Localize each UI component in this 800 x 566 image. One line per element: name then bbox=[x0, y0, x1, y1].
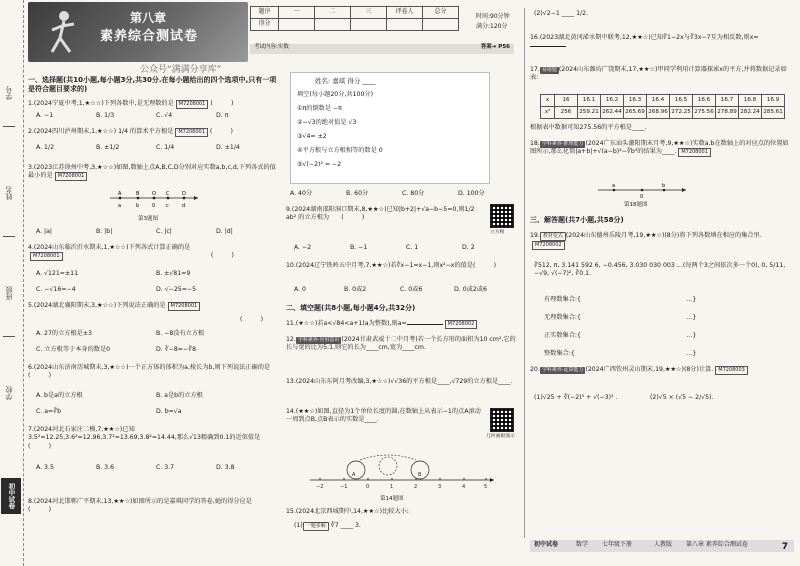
table-cell: 262.44 bbox=[601, 107, 624, 119]
q3-label: A bbox=[118, 191, 122, 197]
score-header: 一 bbox=[279, 7, 315, 19]
sheet-line-3: ③√4= ±2 bbox=[297, 133, 327, 140]
q3-label: b bbox=[136, 203, 140, 209]
q18-label: a bbox=[612, 183, 616, 189]
q17-data-table bbox=[540, 94, 785, 119]
section-1-title: 一、选择题(共10小题,每小题3分,共30分.在每小题给出的四个选项中,只有一项是符合题目要求的) bbox=[28, 76, 277, 94]
q1-option-d[interactable]: D. π bbox=[216, 112, 229, 119]
q17-tag: 易错题 bbox=[541, 67, 557, 73]
table-cell: 16.8 bbox=[739, 95, 762, 107]
table-cell: 275.56 bbox=[693, 107, 716, 119]
q20-tag: 学科素养·运算能力 bbox=[541, 367, 584, 373]
q15-part-1: (1) 一题多解 ∛7 ____ 3. bbox=[294, 522, 361, 529]
sheet-intro: 填空(每小题20分,共100分) bbox=[297, 91, 373, 98]
exam-content: 考试内容:实数 bbox=[254, 44, 289, 50]
q3-option-c[interactable]: C. |c| bbox=[156, 228, 172, 235]
q9-option-b[interactable]: B. −1 bbox=[350, 244, 368, 251]
q17-after: 根据表中数据可知275.56的平方根是____. bbox=[530, 124, 647, 131]
q3-option-b[interactable]: B. |b| bbox=[96, 228, 113, 235]
margin-line bbox=[3, 336, 15, 337]
table-cell: 278.89 bbox=[716, 107, 739, 119]
q15-stem: 15.(2024北京西城期中,14,★★☆)比较大小: bbox=[286, 508, 409, 515]
score-cell[interactable] bbox=[351, 19, 387, 31]
q19-stem: 19. 教材变式 (2024山东德州乐陵月考,19,★★☆)(8分)将下列各数填在相应的集合里.M7208002 bbox=[530, 232, 762, 248]
chapter-banner bbox=[28, 2, 248, 62]
q8-stem: 8.(2024河北邯郸广平期末,13,★★☆)如图所示的是嘉琪同学的答卷,她的得分应是( ) bbox=[28, 498, 252, 514]
q2-option-a[interactable]: A. 1/2 bbox=[36, 144, 55, 151]
q9-option-d[interactable]: D. 2 bbox=[462, 244, 475, 251]
margin-school-label: 学校 bbox=[5, 386, 13, 400]
score-row-label: 得分 bbox=[251, 19, 279, 31]
q6-option-c[interactable]: C. a=∛b bbox=[36, 408, 62, 415]
q2-stem: 2.(2024四川泸州期末,1,★☆☆) 1/4 的算术平方根是 M7208001 ( ) bbox=[28, 128, 239, 135]
footer-chapter: 第八章 素养综合测试卷 bbox=[686, 541, 748, 548]
q6-option-d[interactable]: D. b=√a bbox=[156, 408, 182, 415]
q10-option-b[interactable]: B. 0或2 bbox=[344, 286, 367, 293]
table-cell: 282.24 bbox=[739, 107, 762, 119]
q10-stem: 10.(2024辽宁铁岭五中月考,7,★★☆)若∛x−1=x−1,则x²−x的值是( ) bbox=[286, 262, 503, 269]
footer-grade: 七年级下册 bbox=[602, 541, 633, 548]
student-answer-sheet bbox=[290, 72, 490, 184]
sheet-name: 姓名: 嘉琪 得分 ____ bbox=[315, 77, 376, 85]
q18-figure-caption: 第18题图 bbox=[624, 202, 648, 208]
q3-stem: 3.(2023江苏徐州中考,3,★☆☆)如图,数轴上点A,B,C,D分别对应实数a,b,c,d,下列各式的值最小的是 M7208001 bbox=[28, 164, 276, 180]
q15-tag: 一题多解 bbox=[303, 522, 329, 531]
q18-label: b bbox=[662, 183, 666, 189]
q1-option-b[interactable]: B. 1/3 bbox=[96, 112, 115, 119]
q20-part-1: (1)√25 + ∛(−2)³ + √(−3)² . bbox=[534, 394, 618, 401]
table-cell: 256 bbox=[555, 107, 578, 119]
q14-tick: 3 bbox=[438, 484, 442, 490]
sheet-line-1: ①π的倒数是 −π bbox=[297, 105, 342, 112]
score-cell[interactable] bbox=[387, 19, 423, 31]
q20-stem: 20. 学科素养·运算能力 (2024广西钦州灵山期末,19,★★☆)(8分)计算. M7208003 bbox=[530, 366, 792, 375]
q2-option-d[interactable]: D. ±1/4 bbox=[216, 144, 240, 151]
table-cell: 272.25 bbox=[670, 107, 693, 119]
q1-option-a[interactable]: A. −1 bbox=[36, 112, 54, 119]
q14-tick: 0 bbox=[366, 484, 370, 490]
q8-option-c[interactable]: C. 80分 bbox=[402, 190, 425, 197]
q11-stem: 11.(★☆☆)若a<√84<a+1(a为整数),则a= M7208002 bbox=[286, 320, 479, 329]
q4-option-b[interactable]: B. ±√81=9 bbox=[156, 270, 191, 277]
score-cell[interactable] bbox=[423, 19, 459, 31]
q7-option-b[interactable]: B. 3.6 bbox=[96, 464, 115, 471]
q15-part-2: (2)√2−1 ____ 1/2. bbox=[534, 10, 588, 17]
exam-content-bar bbox=[250, 44, 514, 54]
qr-caption: 立方根 bbox=[490, 230, 505, 235]
qr-code-icon[interactable] bbox=[490, 204, 514, 228]
q7-stem: 7.(2024河北石家庄二模,7,★★☆)已知 3.5²=12.25,3.6²=12.96,3.7²=13.69,3.8²=14.44,那么√13精确到0.1的近似值是( ) bbox=[28, 426, 261, 450]
qr-caption: 几何画板演示 bbox=[486, 434, 515, 439]
margin-class-label: 班级 bbox=[5, 286, 13, 300]
footer-brand: 初中试卷 bbox=[534, 541, 559, 548]
table-cell: 16.4 bbox=[647, 95, 670, 107]
binding-margin bbox=[0, 0, 24, 566]
q19-set-integer[interactable]: 整数集合:{ …} bbox=[544, 350, 697, 357]
table-cell: x bbox=[541, 95, 555, 107]
page-footer bbox=[530, 540, 794, 552]
chapter-number: 第八章 bbox=[130, 11, 167, 25]
q3-label: c bbox=[166, 203, 169, 209]
q18-stem: 18. 学科素养·推理能力 (2024广东汕头潮阳期末月考,9,★★☆)实数a,b在数轴上的对应点的位置如图所示,那么化简|a+b|+√(a−b)²−∛b³的结果为____. M7208001 bbox=[530, 140, 789, 156]
q7-option-c[interactable]: C. 3.7 bbox=[156, 464, 175, 471]
q3-label: D bbox=[182, 191, 186, 197]
score-cell[interactable] bbox=[315, 19, 351, 31]
score-header: 三 bbox=[351, 7, 387, 19]
q19-set-irrational[interactable]: 无理数集合:{ …} bbox=[544, 314, 697, 321]
margin-line bbox=[3, 236, 15, 237]
q14-figure-caption: 第14题图 bbox=[380, 496, 404, 502]
q19-tag: 教材变式 bbox=[540, 232, 566, 241]
q3-label: O bbox=[152, 191, 156, 197]
column-divider bbox=[524, 8, 525, 538]
time-limit: 时间:90分钟 bbox=[476, 13, 510, 20]
q14-tick: −2 bbox=[316, 484, 324, 490]
q9-option-a[interactable]: A. −2 bbox=[294, 244, 312, 251]
score-header: 评卷人 bbox=[387, 7, 423, 19]
qr-code-icon[interactable] bbox=[490, 408, 514, 432]
q1-option-c[interactable]: C. √4 bbox=[156, 112, 173, 119]
test-title: 素养综合测试卷 bbox=[100, 29, 199, 44]
q14-tick: 1 bbox=[390, 484, 394, 490]
brand-logo: 初中试卷 bbox=[1, 478, 21, 514]
q9-option-c[interactable]: C. 1 bbox=[406, 244, 419, 251]
table-cell: 16.6 bbox=[693, 95, 716, 107]
q18-label: 0 bbox=[640, 194, 644, 200]
q6-option-b[interactable]: B. a是b的立方根 bbox=[156, 392, 203, 399]
q20-part-2: (2)√5 × (√5 − 2/√5). bbox=[650, 394, 714, 401]
q7-option-a[interactable]: A. 3.5 bbox=[36, 464, 54, 471]
q12-tag: 学科素养·应用意识 bbox=[297, 337, 340, 343]
q5-option-c[interactable]: C. 立方根等于本身的数是0 bbox=[36, 346, 111, 353]
full-score: 满分:120分 bbox=[476, 22, 508, 30]
table-cell: x² bbox=[541, 107, 555, 119]
q18-number-line bbox=[594, 182, 690, 200]
sheet-line-2: ②−√3的绝对值是 √3 bbox=[297, 119, 357, 126]
sheet-line-4: ④平方根与立方根相等的数是 0 bbox=[297, 147, 383, 154]
q14-tick: −1 bbox=[340, 484, 348, 490]
q16-stem: 16.(2023湖北黄冈浠水期中联考,12,★★☆)已知∛1−2x与∛3x−7互为相反数,则x= bbox=[530, 34, 792, 51]
section-3-title: 三、解答题(共7小题,共58分) bbox=[530, 216, 624, 224]
answer-reference: 答案➔ P56 bbox=[480, 44, 510, 50]
q2-option-b[interactable]: B. ±1/2 bbox=[96, 144, 120, 151]
footer-edition: 人教版 bbox=[654, 541, 673, 548]
score-header: 二 bbox=[315, 7, 351, 19]
q5-option-a[interactable]: A. 27的立方根是±3 bbox=[36, 330, 92, 337]
q4-option-c[interactable]: C. −√16=−4 bbox=[36, 286, 76, 293]
runner-figure-icon bbox=[44, 8, 80, 56]
q2-option-c[interactable]: C. 1/4 bbox=[156, 144, 175, 151]
q10-option-a[interactable]: A. 0 bbox=[294, 286, 306, 293]
q5-option-b[interactable]: B. −8没有立方根 bbox=[156, 330, 205, 337]
score-table bbox=[250, 6, 459, 31]
q19-set-positive[interactable]: 正实数集合:{ …} bbox=[544, 332, 697, 339]
table-cell: 16.3 bbox=[624, 95, 647, 107]
score-header: 总分 bbox=[423, 7, 459, 19]
table-cell: 265.69 bbox=[624, 107, 647, 119]
q8-option-b[interactable]: B. 60分 bbox=[346, 190, 369, 197]
page-number: 7 bbox=[781, 542, 788, 552]
table-cell: 16.7 bbox=[716, 95, 739, 107]
q12-stem: 12. 学科素养·应用意识 (2024甘肃武威十二中月考)若一个长方形的面积为10 cm²,它的长与宽的比为5:1,则它的长为____cm,宽为____cm. bbox=[286, 336, 516, 352]
q19-numbers: ∛512, π, 3.141 592 6, −0.456, 3.030 030 003 …(每两个3之间依次多一个0), 0, 5/11, −√9, √(−7)², ∛0.1. bbox=[534, 262, 786, 278]
q9-stem: 9.(2024湖南邵阳洞口期末,8,★★☆)已知|b+2|+√a−b−5=0,则1/2 ab² 的立方根为 ( ) bbox=[286, 206, 475, 222]
q3-label: B bbox=[136, 191, 140, 197]
table-cell: 16 bbox=[555, 95, 578, 107]
table-cell: 16.1 bbox=[578, 95, 601, 107]
q14-rolling-circle-figure bbox=[300, 452, 500, 494]
table-cell: 16.5 bbox=[670, 95, 693, 107]
q14-tick: 4 bbox=[462, 484, 466, 490]
q6-option-a[interactable]: A. b是a的立方根 bbox=[36, 392, 83, 399]
margin-name-label: 姓名 bbox=[5, 186, 13, 200]
q7-option-d[interactable]: D. 3.8 bbox=[216, 464, 235, 471]
q3-figure-caption: 第3题图 bbox=[138, 216, 158, 222]
margin-line bbox=[3, 126, 15, 127]
q18-tag: 学科素养·推理能力 bbox=[541, 141, 584, 147]
q14-point-a: A bbox=[352, 472, 356, 478]
table-cell: 259.21 bbox=[578, 107, 601, 119]
q14-point-b: B bbox=[418, 472, 422, 478]
q3-option-d[interactable]: D. |d| bbox=[216, 228, 233, 235]
table-cell: 285.61 bbox=[762, 107, 785, 119]
section-2-title: 二、填空题(共8小题,每小题4分,共32分) bbox=[286, 304, 416, 312]
q5-paren: ( ) bbox=[240, 316, 270, 323]
time-info bbox=[476, 12, 510, 31]
score-cell[interactable] bbox=[279, 19, 315, 31]
q5-option-d[interactable]: D. ∛−8=−∛8 bbox=[156, 346, 197, 353]
q10-option-d[interactable]: D. 0或2或6 bbox=[454, 286, 487, 293]
q3-label: C bbox=[166, 191, 170, 197]
footer-subject: 数学 bbox=[576, 541, 589, 548]
q14-tick: 5 bbox=[484, 484, 488, 490]
q5-stem: 5.(2024湖北襄阳期末,3,★☆☆)下列说法正确的是 M7208001 bbox=[28, 302, 202, 311]
q14-tick: 2 bbox=[414, 484, 418, 490]
score-header: 题序 bbox=[251, 7, 279, 19]
q3-option-a[interactable]: A. |a| bbox=[36, 228, 53, 235]
table-cell: 16.2 bbox=[601, 95, 624, 107]
q4-option-d[interactable]: D. √−25=−5 bbox=[156, 286, 197, 293]
q13-stem: 13.(2024山东东阿月考改编,3,★☆☆)√√36的平方根是____,√729的立方根是____. bbox=[286, 378, 513, 385]
q14-stem: 14.(★★☆)如图,直径为1个单位长度的圆,在数轴上从表示−1的点A滚动一周到点B,点B表示的实数是____. bbox=[286, 408, 481, 424]
watermark-text: 公众号“满满分享库” bbox=[140, 65, 222, 75]
q3-number-line bbox=[110, 190, 200, 214]
q19-set-rational[interactable]: 有理数集合:{ …} bbox=[544, 296, 697, 303]
sheet-line-5: ⑤√(−2)² = −2 bbox=[297, 161, 342, 168]
q3-label: d bbox=[182, 203, 186, 209]
q8-option-a[interactable]: A. 40分 bbox=[290, 190, 313, 197]
table-cell: 268.96 bbox=[647, 107, 670, 119]
q10-option-c[interactable]: C. 0或6 bbox=[400, 286, 423, 293]
q4-option-a[interactable]: A. √121=±11 bbox=[36, 270, 79, 277]
q17-stem: 17. 易错题 (2024山东潍坊广饶期末,17,★★☆)甲同学利用计算器探索x的平方,并将数据记录如表: bbox=[530, 66, 787, 82]
q3-label: a bbox=[118, 203, 122, 209]
margin-number-label: 学号 bbox=[5, 86, 13, 100]
q4-stem: 4.(2024山东临沂沂水期末,1,★☆☆)下列各式计算正确的是 M7208001 ( ) bbox=[28, 244, 240, 260]
q1-stem: 1.(2024宁夏中考,1,★☆☆)下列各数中,是无理数的是 M7208001 ( ) bbox=[28, 100, 240, 107]
table-cell: 16.9 bbox=[762, 95, 785, 107]
q3-label: 0 bbox=[152, 203, 156, 209]
q8-option-d[interactable]: D. 100分 bbox=[458, 190, 485, 197]
q6-stem: 6.(2024山东济南历城期末,3,★☆☆)一个正方体的体积为a,棱长为b,则下列说法正确的是 ( ) bbox=[28, 364, 283, 380]
